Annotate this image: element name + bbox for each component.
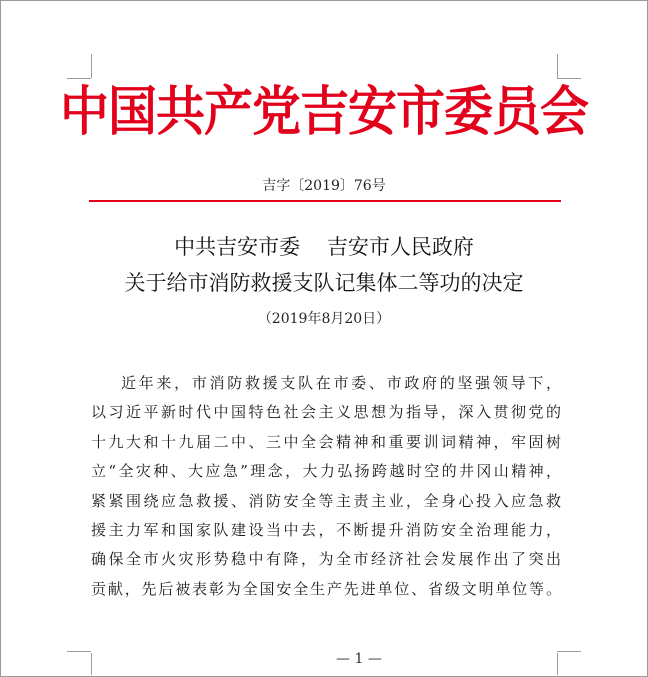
red-separator-rule bbox=[89, 200, 561, 202]
body-line: 紧紧围绕应急救援、消防安全等主责主业，全身心投入应急救 bbox=[91, 491, 561, 510]
page-number: — 1 — bbox=[336, 651, 382, 667]
crop-mark-top-right bbox=[557, 54, 558, 78]
issue-date: （2019年8月20日） bbox=[257, 311, 391, 327]
document-title-line-2: 关于给市消防救援支队记集体二等功的决定 bbox=[124, 271, 524, 295]
body-paragraph bbox=[91, 369, 561, 604]
crop-mark-top-left bbox=[91, 54, 92, 78]
organization-header: 中国共产党吉安市委员会 bbox=[59, 80, 588, 143]
document-number: 吉字〔2019〕76号 bbox=[262, 178, 386, 194]
body-line: 以习近平新时代中国特色社会主义思想为指导，深入贯彻党的 bbox=[91, 403, 561, 422]
body-line: 援主力军和国家队建设当中去，不断提升消防安全治理能力， bbox=[91, 520, 561, 539]
body-line: 立“全灾种、大应急”理念，大力弘扬跨越时空的井冈山精神， bbox=[91, 462, 561, 481]
body-line: 十九大和十九届二中、三中全会精神和重要训词精神，牢固树 bbox=[91, 432, 561, 451]
body-line: 确保全市火灾形势稳中有降，为全市经济社会发展作出了突出 bbox=[91, 550, 561, 569]
body-line: 贡献，先后被表彰为全国安全生产先进单位、省级文明单位等。 bbox=[91, 579, 561, 598]
body-line: 近年来，市消防救援支队在市委、市政府的坚强领导下， bbox=[121, 374, 561, 392]
document-title-line-1: 中共吉安市委 吉安市人民政府 bbox=[174, 235, 474, 259]
